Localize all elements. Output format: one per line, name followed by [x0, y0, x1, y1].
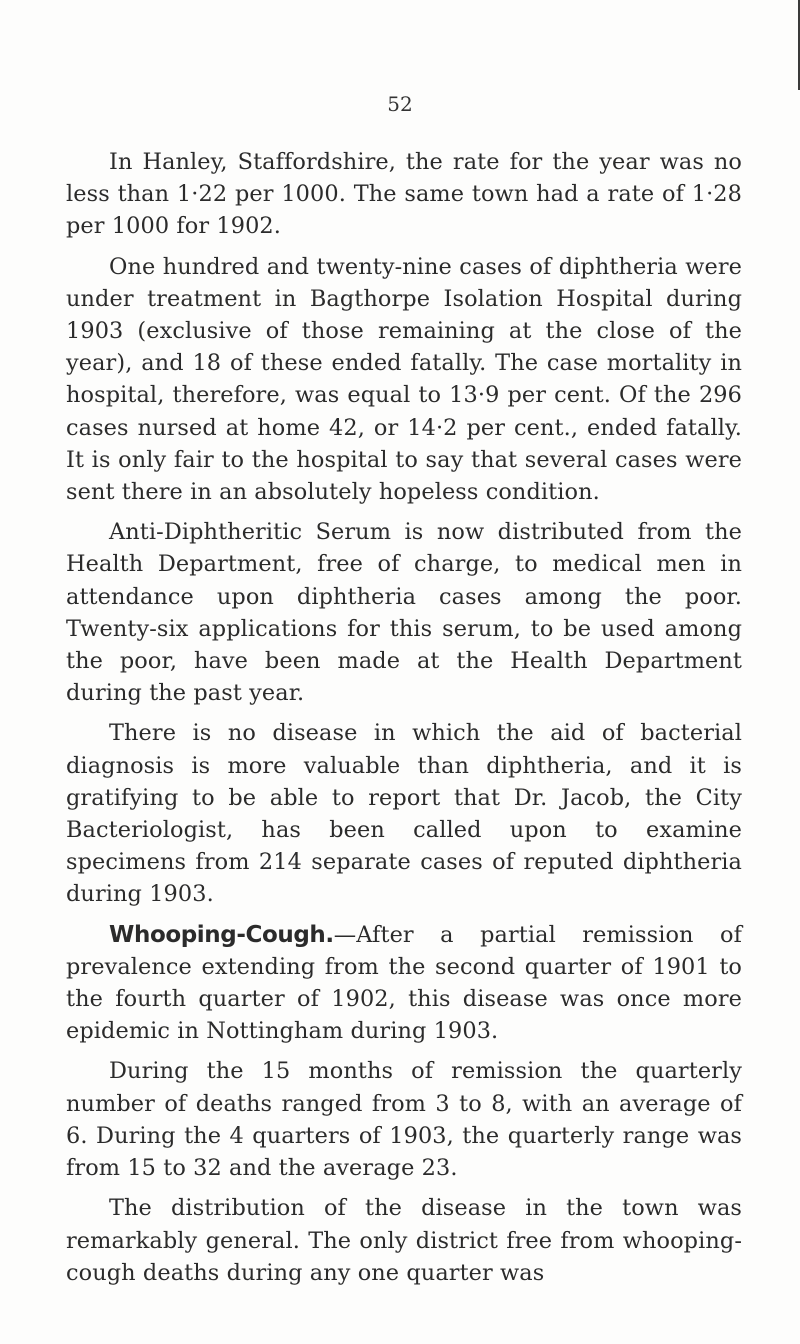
paragraph: [66, 516, 742, 709]
body-text: [66, 146, 742, 1297]
paragraph-text: One hundred and twenty-nine cases of diphtheria were under treatment in Bagthorpe Isolation Hospital during 1903 (exclusive of those remaining at the close of the year), and 18 of these ended fatally. The case mortality in hospital, therefore, was equal to 13·9 per cent. Of the 296 cases nursed at home 42, or 14·2 per cent., ended fatally. It is only fair to the hospital to say that several cases were sent there in an absolutely hopeless condition.: [66, 253, 742, 506]
paragraph: [66, 146, 742, 243]
paragraph-text: Anti-Diphtheritic Serum is now distributed from the Health Department, free of charge, to medical men in attendance upon diphtheria cases among the poor. Twenty-six applications for this serum, to be used among the poor, have been made at the Health Department during the past year.: [66, 519, 742, 707]
section-heading: Whooping-Cough.: [109, 921, 334, 948]
paragraph-text: The distribution of the disease in the town was remarkably general. The only district free from whooping-cough deaths during any one quarter was: [66, 1195, 742, 1286]
paragraph: [66, 717, 742, 910]
paragraph-text: —After a partial remission of prevalence extending from the second quarter of 1901 to the fourth quarter of 1902, this disease was once more epidemic in Nottingham during 1903.: [66, 921, 742, 1045]
paragraph-text: In Hanley, Staffordshire, the rate for the year was no less than 1·22 per 1000. The same town had a rate of 1·28 per 1000 for 1902.: [66, 149, 742, 240]
paragraph-text: During the 15 months of remission the quarterly number of deaths ranged from 3 to 8, with an average of 6. During the 4 quarters of 1903, the quarterly range was from 15 to 32 and the average 23.: [66, 1058, 742, 1182]
paragraph-whooping-cough: [66, 919, 742, 1048]
page-number: 52: [387, 92, 413, 116]
paragraph: [66, 251, 742, 509]
paragraph: [66, 1055, 742, 1184]
paragraph-text: There is no disease in which the aid of bacterial diagnosis is more valuable than diphtheria, and it is gratifying to be able to report that Dr. Jacob, the City Bacteriologist, has been called upon to examine specimens from 214 separate cases of reputed diphtheria during 1903.: [66, 720, 742, 908]
paragraph: [66, 1192, 742, 1289]
